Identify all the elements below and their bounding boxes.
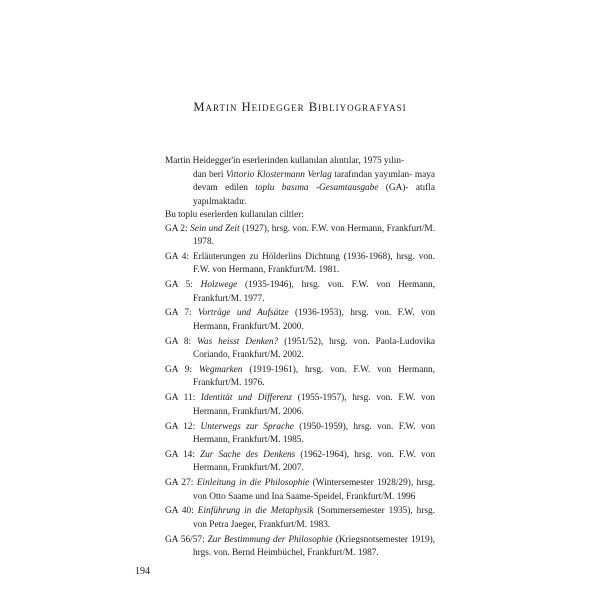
entry-title: Vorträge und Aufsätze bbox=[197, 308, 289, 319]
entry-text-post: (1950-1959), hrsg. von. F.W. von Hermann, Frankfurt/M. 1985. bbox=[193, 421, 436, 446]
entry-title: Identität und Differenz bbox=[200, 393, 293, 404]
page-title: Martin Heidegger Bibliyografyası bbox=[193, 100, 407, 114]
bibliography-entry bbox=[165, 251, 435, 278]
page-number: 194 bbox=[135, 566, 150, 577]
intro-line-1: Martin Heidegger'in eserlerinden kullanılan alıntılar, 1975 yılın- bbox=[165, 156, 405, 166]
entry-title: Unterwegs zur Sprache bbox=[200, 421, 294, 432]
entry-title: Zur Sache des Denkens bbox=[199, 449, 296, 460]
entry-code: GA 14: bbox=[165, 449, 195, 460]
bibliography-entry bbox=[165, 279, 435, 306]
entry-text-post: (Sommersemester 1935), hrsg. von Petra Jaeger, Frankfurt/M. 1983. bbox=[193, 506, 436, 530]
volumes-subhead: Bu toplu eserlerden kullanılan ciltler: bbox=[165, 210, 304, 220]
bibliography-entry bbox=[165, 477, 435, 504]
intro-toplu-basima: toplu basıma bbox=[255, 183, 309, 193]
entry-text-pre: Erläuterungen zu Hölderlins Dichtung (1936-1968), hrsg. von. F.W. von Hermann, Frankfurt/M. 1981. bbox=[192, 251, 435, 276]
entry-text-post: (1935-1946), hrsg. von. F.W. von Hermann, Frankfurt/M. 1977. bbox=[193, 280, 435, 304]
entry-code: GA 27: bbox=[165, 478, 194, 489]
intro-line-3-pre: maya devam edilen bbox=[193, 169, 435, 193]
entry-text-post: (1936-1953), hrsg. von. F.W. von Hermann, Frankfurt/M. 2000. bbox=[193, 308, 436, 332]
bibliography-entry bbox=[165, 336, 435, 363]
bibliography-entry bbox=[165, 307, 435, 334]
intro-paragraph bbox=[165, 155, 435, 209]
bibliography-entry bbox=[165, 449, 435, 476]
entry-title: Zur Bestimmung der Philosophie bbox=[207, 534, 333, 545]
entry-text-post: (Kriegsnotsemester 1919), hrgs. von. Bernd Heimbüchel, Frankfurt/M. 1987. bbox=[193, 534, 436, 559]
entry-text-post: (1955-1957), hrsg. von. F.W. von Hermann, Frankfurt/M. 2006. bbox=[193, 393, 435, 417]
entry-title: Wegmarken bbox=[198, 364, 243, 375]
intro-line-3-mid: - bbox=[308, 183, 320, 193]
entry-text-post: (1919-1961), hrsg. von. F.W. von Hermann, Frankfurt/M. 1976. bbox=[193, 364, 435, 389]
entry-code: GA 7: bbox=[165, 308, 192, 319]
intro-line-2-post: tarafından yayımlan- bbox=[331, 169, 413, 180]
bibliography-entry bbox=[165, 364, 435, 391]
entry-code: GA 5: bbox=[165, 280, 193, 291]
bibliography-entry bbox=[165, 392, 435, 419]
entry-text-post: (Wintersemester 1928/29), hrsg. von Otto Saame und Ina Saame-Speidel, Frankfurt/M. 1996 bbox=[193, 478, 436, 502]
entry-code: GA 11: bbox=[165, 393, 196, 404]
entry-text-post: (1951/52), hrsg. von. Paola-Ludovika Coriando, Frankfurt/M. 2002. bbox=[193, 336, 435, 361]
bibliography-entry bbox=[165, 534, 435, 561]
entry-title: Sein und Zeit bbox=[190, 223, 240, 234]
entry-title: Einleitung in die Philosophie bbox=[196, 478, 310, 489]
volume-list bbox=[165, 223, 435, 561]
entry-title: Holzwege bbox=[200, 280, 238, 291]
entry-code: GA 12: bbox=[165, 421, 196, 432]
entry-text-post: (1962-1964), hrsg. von. F.W. von Hermann, Frankfurt/M. 2007. bbox=[193, 449, 435, 474]
intro-line-2-pre: dan beri bbox=[193, 169, 227, 180]
bibliography-body bbox=[165, 155, 435, 562]
entry-code: GA 9: bbox=[165, 364, 193, 375]
intro-line-4: atıfla yapılmaktadır. bbox=[193, 183, 436, 207]
bibliography-entry bbox=[165, 421, 435, 448]
entry-text-post: (1927), hrsg. von. F.W. von Hermann, Frankfurt/M. 1978. bbox=[193, 223, 435, 247]
bibliography-entry bbox=[165, 505, 435, 532]
entry-code: GA 8: bbox=[165, 336, 192, 347]
entry-code: GA 4: bbox=[165, 251, 190, 262]
entry-code: GA 2: bbox=[165, 223, 188, 234]
intro-publisher: Vittorio Klostermann Verlag bbox=[226, 169, 332, 180]
entry-code: GA 56/57: bbox=[165, 534, 205, 545]
bibliography-entry bbox=[165, 223, 435, 250]
entry-code: GA 40: bbox=[165, 506, 194, 517]
intro-continuation bbox=[165, 169, 435, 210]
entry-title: Was heisst Denken? bbox=[197, 336, 279, 347]
intro-line-3-post: (GA)- bbox=[378, 183, 409, 193]
entry-title: Einführung in die Metaphysik bbox=[197, 506, 314, 517]
intro-gesamtausgabe: Gesamtausgabe bbox=[319, 183, 379, 193]
